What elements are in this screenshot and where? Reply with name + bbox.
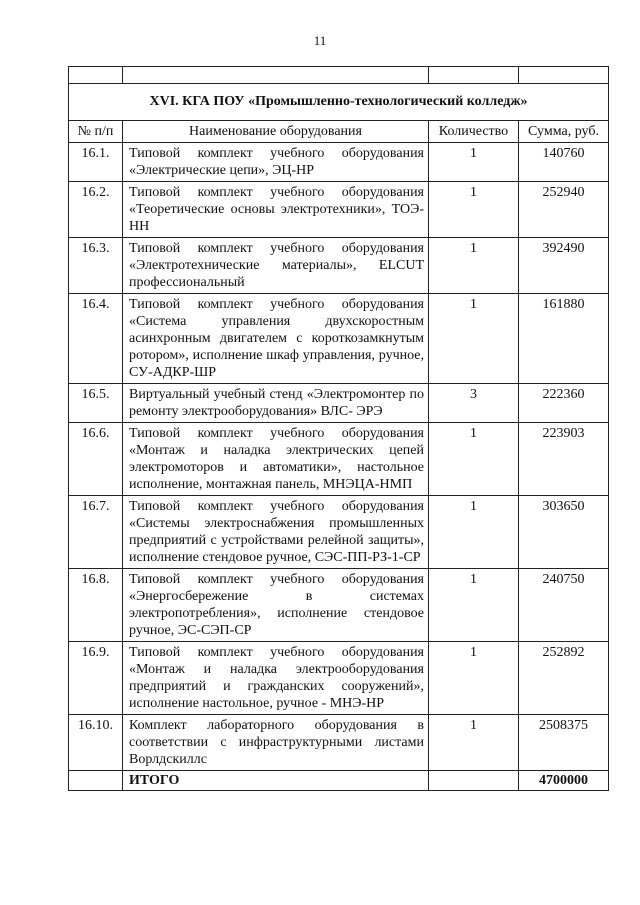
row-name: Комплект лабораторного оборудования в соответствии с инфраструктурными листами Ворлдскиллс [123, 715, 429, 771]
row-qty: 1 [429, 496, 519, 569]
row-name: Типовой комплект учебного оборудования «Электротехнические материалы», ELCUT профессиональный [123, 238, 429, 294]
row-name: Типовой комплект учебного оборудования «Монтаж и наладка электрических цепей электромоторов и автоматики», настольное исполнение, монтажная панель, МНЭЦА-НМП [123, 423, 429, 496]
row-sum: 222360 [519, 384, 609, 423]
section-title: XVI. КГА ПОУ «Промышленно-технологический колледж» [69, 84, 609, 121]
row-name: Типовой комплект учебного оборудования «Энергосбережение в системах электропотребления», исполнение стендовое ручное, ЭС-СЭП-СР [123, 569, 429, 642]
header-name: Наименование оборудования [123, 121, 429, 143]
blank-cell [519, 67, 609, 84]
table-row [69, 569, 609, 642]
total-label: ИТОГО [123, 771, 429, 791]
total-blank-cell [69, 771, 123, 791]
row-sum: 161880 [519, 294, 609, 384]
total-blank-cell [429, 771, 519, 791]
row-qty: 1 [429, 569, 519, 642]
blank-row [69, 67, 609, 84]
row-qty: 1 [429, 715, 519, 771]
row-num: 16.1. [69, 143, 123, 182]
table-row [69, 143, 609, 182]
table-row [69, 496, 609, 569]
total-sum: 4700000 [519, 771, 609, 791]
header-row [69, 121, 609, 143]
row-num: 16.2. [69, 182, 123, 238]
equipment-table [68, 66, 609, 791]
row-name: Типовой комплект учебного оборудования «Электрические цепи», ЭЦ-НР [123, 143, 429, 182]
table-row [69, 384, 609, 423]
section-row [69, 84, 609, 121]
row-qty: 3 [429, 384, 519, 423]
row-qty: 1 [429, 238, 519, 294]
page-number: 11 [313, 33, 327, 48]
header-qty: Количество [429, 121, 519, 143]
blank-cell [69, 67, 123, 84]
row-name: Виртуальный учебный стенд «Электромонтер по ремонту электрооборудования» ВЛС- ЭРЭ [123, 384, 429, 423]
row-num: 16.9. [69, 642, 123, 715]
row-name: Типовой комплект учебного оборудования «Монтаж и наладка электрооборудования предприятий и гражданских сооружений», исполнение настольное, ручное - МНЭ-НР [123, 642, 429, 715]
row-name: Типовой комплект учебного оборудования «Теоретические основы электротехники», ТОЭ-НН [123, 182, 429, 238]
blank-cell [429, 67, 519, 84]
row-num: 16.5. [69, 384, 123, 423]
table-row [69, 238, 609, 294]
table-row [69, 182, 609, 238]
row-qty: 1 [429, 294, 519, 384]
row-sum: 240750 [519, 569, 609, 642]
row-name: Типовой комплект учебного оборудования «Системы электроснабжения промышленных предприятий с устройствами релейной защиты», исполнение стендовое ручное, СЭС-ПП-РЗ-1-СР [123, 496, 429, 569]
row-qty: 1 [429, 642, 519, 715]
row-sum: 303650 [519, 496, 609, 569]
table-row [69, 423, 609, 496]
header-sum: Сумма, руб. [519, 121, 609, 143]
row-name: Типовой комплект учебного оборудования «Система управления двухскоростным асинхронным двигателем с короткозамкнутым ротором», исполнение шкаф управления, ручное, СУ-АДКР-ШР [123, 294, 429, 384]
row-sum: 223903 [519, 423, 609, 496]
blank-cell [123, 67, 429, 84]
row-qty: 1 [429, 182, 519, 238]
total-row [69, 771, 609, 791]
row-sum: 252892 [519, 642, 609, 715]
row-num: 16.8. [69, 569, 123, 642]
row-num: 16.6. [69, 423, 123, 496]
table-row [69, 294, 609, 384]
row-num: 16.7. [69, 496, 123, 569]
row-sum: 252940 [519, 182, 609, 238]
row-num: 16.4. [69, 294, 123, 384]
row-qty: 1 [429, 143, 519, 182]
header-num: № п/п [69, 121, 123, 143]
table-row [69, 715, 609, 771]
row-num: 16.3. [69, 238, 123, 294]
row-qty: 1 [429, 423, 519, 496]
row-sum: 2508375 [519, 715, 609, 771]
row-sum: 140760 [519, 143, 609, 182]
table-row [69, 642, 609, 715]
row-num: 16.10. [69, 715, 123, 771]
row-sum: 392490 [519, 238, 609, 294]
